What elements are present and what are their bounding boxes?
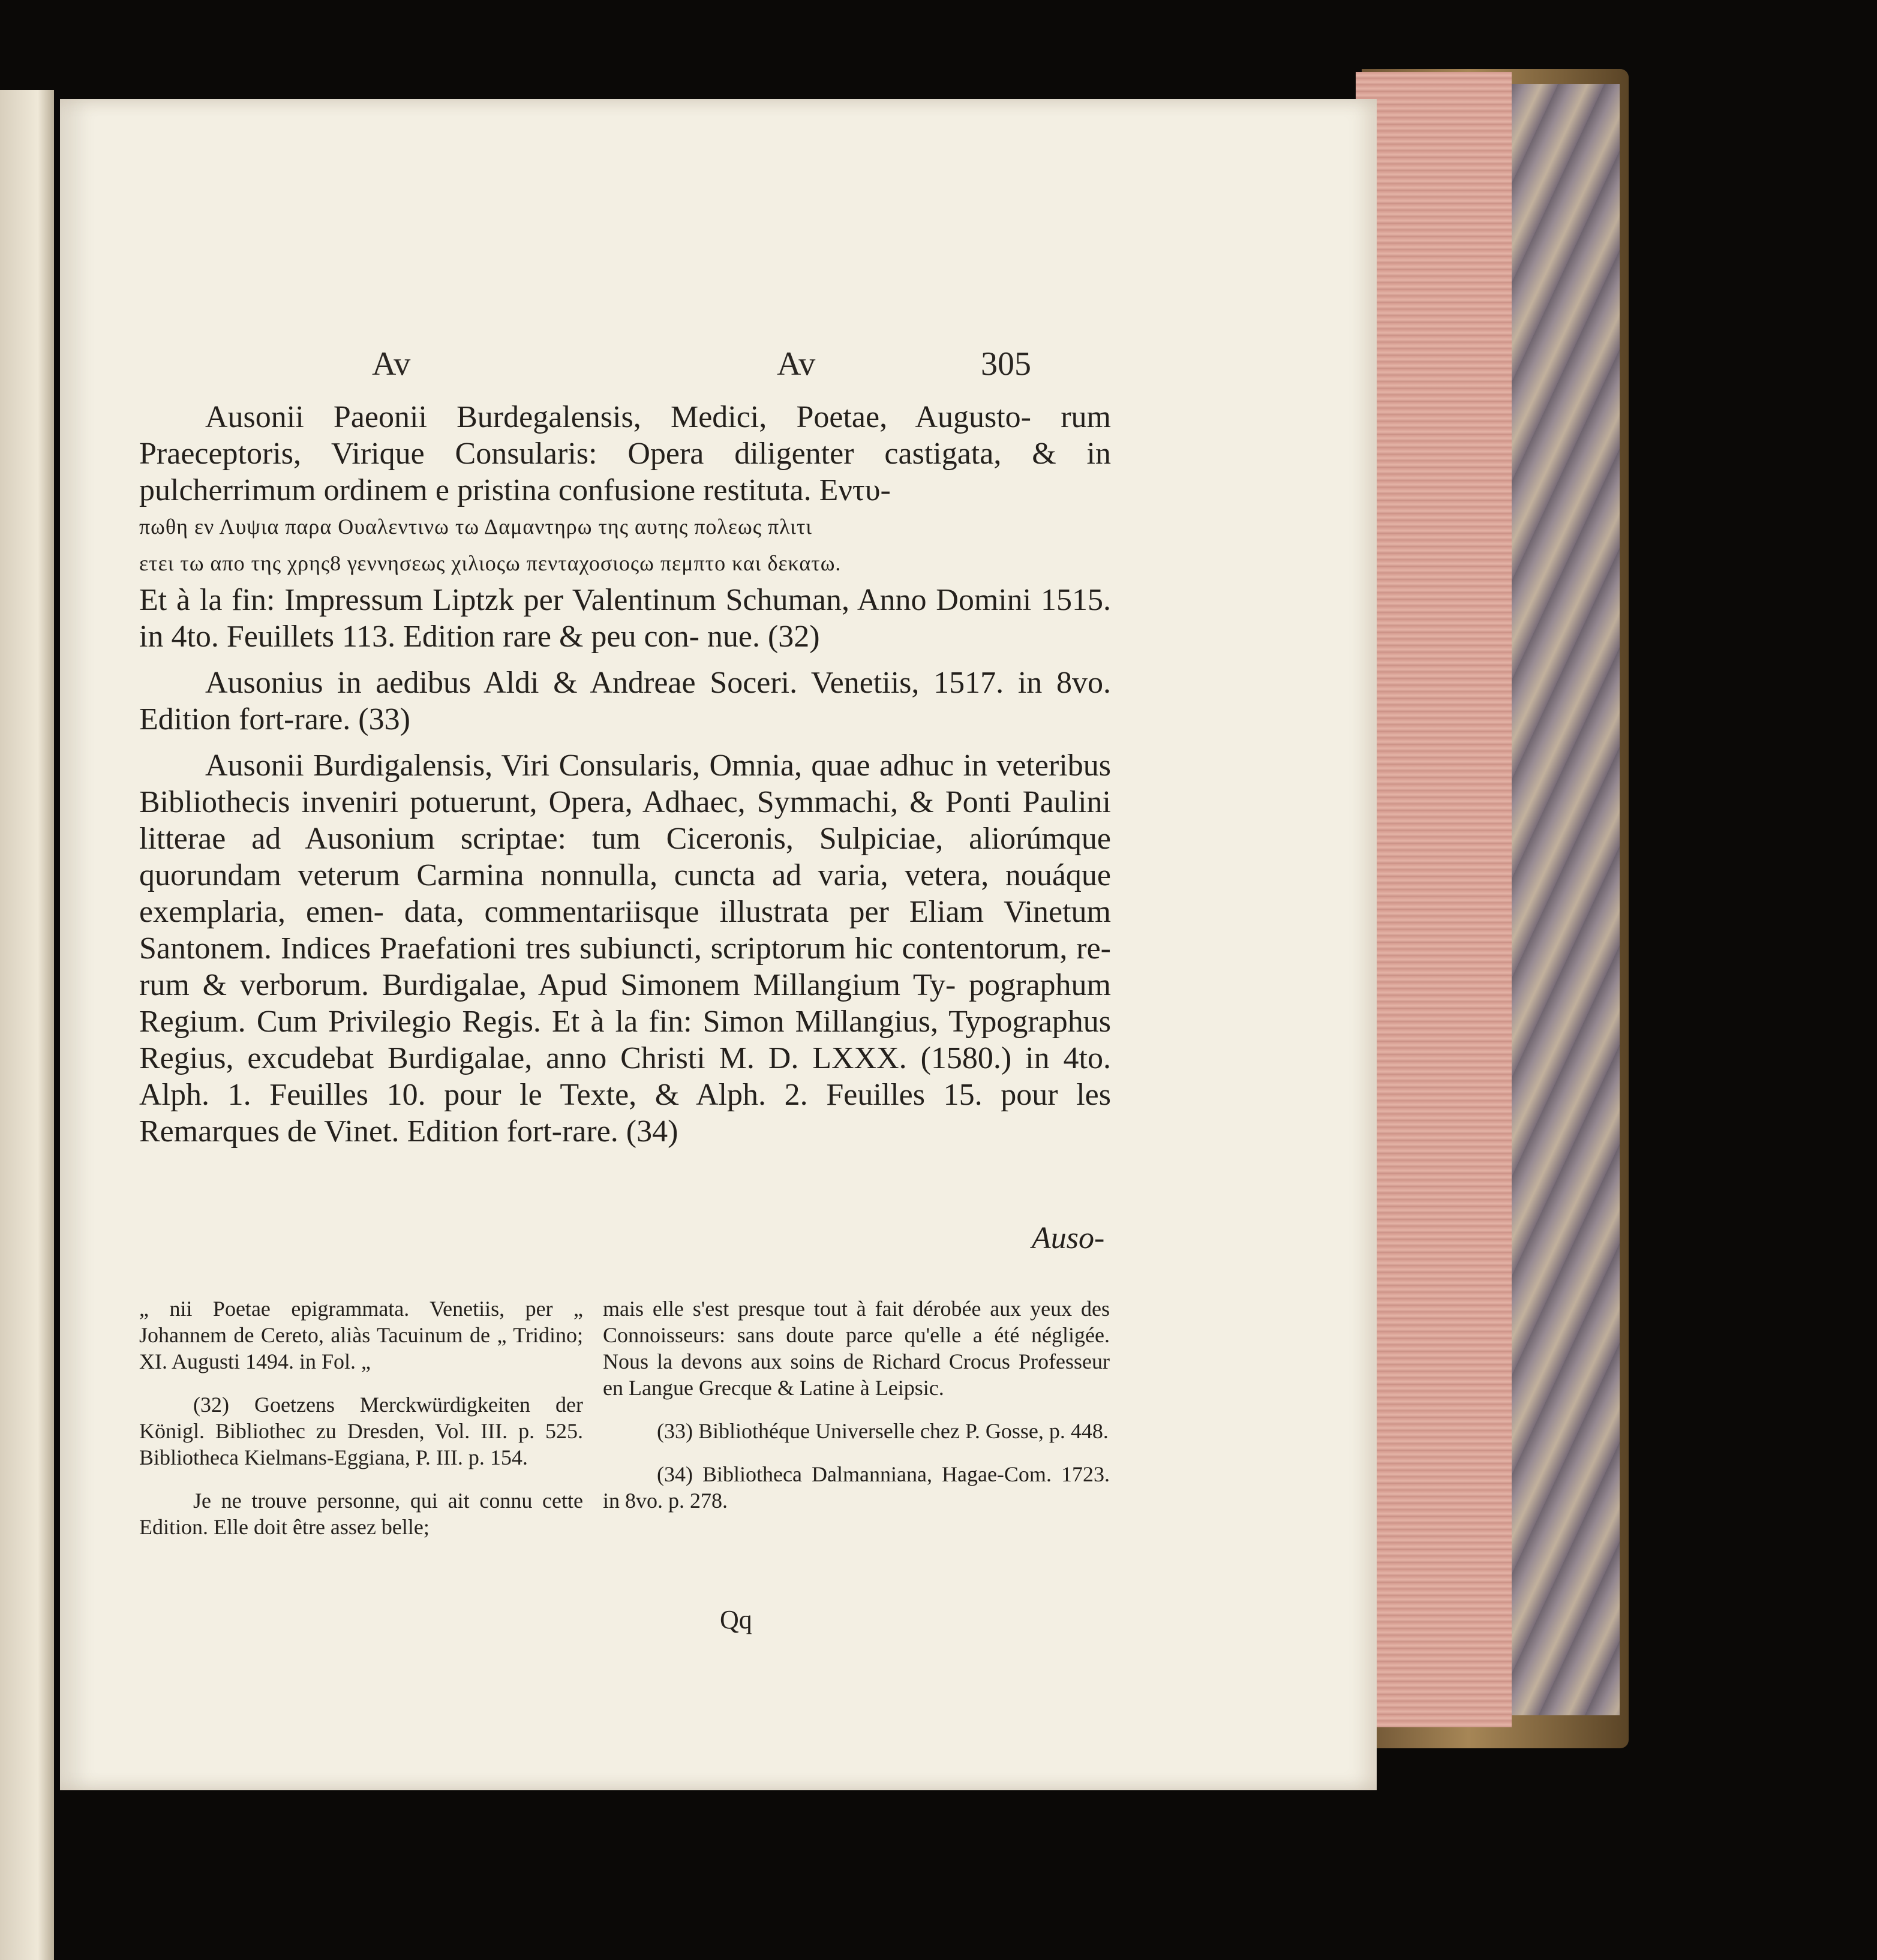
entry-ausonii-1580: [139, 747, 1111, 1150]
footnote-remark-continuation: mais elle s'est presque tout à fait dérobée aux yeux des Connoisseurs: sans doute parce qu'elle a été négligée. Nous la devons aux soins de Richard Crocus Professeur en Langue Grecque & Latine à Leipsic.: [603, 1297, 1110, 1400]
footnotes-right-column: [603, 1295, 1110, 1531]
facing-page-edge: [0, 90, 54, 1960]
entry-line: rum Praeceptoris, Virique Consularis: Opera diligenter castigata,: [139, 400, 1111, 471]
greek-line: πωθη εν Λυψια παρα Ουαλεντινω τω Δαμαντηρω της αυτης πολεως πλιτι: [139, 515, 812, 539]
page-edges: [1356, 72, 1512, 1727]
footnotes-left-column: [139, 1295, 583, 1557]
footnote-remark: Je ne trouve personne, qui ait connu cette Edition. Elle doit être assez belle;: [139, 1489, 583, 1539]
page-number: 305: [981, 345, 1031, 383]
footnote-32: (32) Goetzens Merckwürdigkeiten der Königl. Bibliothec zu Dresden, Vol. III. p. 525. Bibliotheca Kielmans-Eggiana, P. III. p. 154.: [139, 1393, 583, 1469]
entry-ausonii-1515: [139, 399, 1111, 655]
entry-line: pour le Texte, & Alph. 2. Feuilles 15. pour les Remarques de: [139, 1078, 1111, 1149]
footnote-continuation: „ nii Poetae epigrammata. Venetiis, per „ Johannem de Cereto, aliàs Tacuinum de „ Tridino; XI. Augusti 1494. in Fol. „: [139, 1297, 583, 1373]
catchword: Auso-: [1032, 1221, 1105, 1255]
running-head-left: Av: [372, 345, 411, 383]
entry-line: Ausonii Paeonii Burdegalensis, Medici, Poetae, Augusto-: [205, 400, 1061, 434]
book-page: [60, 99, 1377, 1790]
marbled-endpaper: [1512, 84, 1620, 1715]
entry-line: rum & verborum. Burdigalae, Apud Simonem Millangium Ty-: [139, 968, 969, 1002]
entry-line: pographum Regium. Cum Privilegio Regis. Et à la fin: Simon: [139, 968, 1111, 1039]
greek-line: ετει τω απο της χρης8 γεννησεως χιλιοςω πενταχοσιοςω πεμπτο και δεκατω.: [139, 551, 842, 575]
entry-line: data, commentariisque illustrata per Eliam Vinetum Santonem.: [139, 895, 1111, 966]
entry-line: nue. (32): [707, 620, 820, 654]
entry-line: in veteribus Bibliothecis inveniri potuerunt, Opera, Adhaec,: [139, 748, 1111, 819]
entry-line: Symmachi, & Ponti Paulini litterae ad Ausonium scriptae: tum: [139, 785, 1111, 856]
entry-line: Domini 1515. in 4to. Feuillets 113. Edition rare & peu con-: [139, 583, 1111, 654]
entry-line: Indices Praefationi tres subiuncti, scriptorum hic contentorum, re-: [280, 931, 1111, 966]
entry-line: Ciceronis, Sulpiciae, aliorúmque quorundam veterum Carmina: [139, 822, 1111, 892]
entry-line: Ausonii Burdigalensis, Viri Consularis, Omnia, quae adhuc: [205, 748, 963, 783]
main-text: [139, 399, 1111, 1150]
running-head: [60, 345, 1377, 393]
entry-line: Et à la fin: Impressum Liptzk per Valentinum Schuman, Anno: [139, 583, 936, 617]
entry-line: Ausonius in aedibus Aldi & Andreae Soceri. Venetiis, 1517.: [205, 666, 1018, 700]
entry-line: Vinet. Edition fort-rare. (34): [324, 1114, 678, 1149]
footnote-34: (34) Bibliotheca Dalmanniana, Hagae-Com. 1723. in 8vo. p. 278.: [603, 1462, 1110, 1513]
running-head-center: Av: [777, 345, 816, 383]
entry-line: in 8vo. Edition fort-rare. (33): [139, 666, 1111, 736]
entry-line: & in pulcherrimum ordinem e pristina confusione restituta.: [139, 437, 1112, 507]
footnote-33: (33) Bibliothéque Universelle chez P. Gosse, p. 448.: [657, 1419, 1109, 1443]
entry-line: Millangius, Typographus Regius, excudebat Burdigalae, anno: [139, 1005, 1112, 1075]
entry-line: Christi M. D. LXXX. (1580.) in 4to. Alph. 1. Feuilles 10.: [139, 1041, 1111, 1112]
greek-text-start: Εντυ-: [819, 473, 891, 507]
signature-mark: Qq: [720, 1605, 752, 1634]
entry-ausonius-1517: [139, 665, 1111, 738]
entry-line: nonnulla, cuncta ad varia, vetera, nouáque exemplaria, emen-: [139, 858, 1111, 929]
